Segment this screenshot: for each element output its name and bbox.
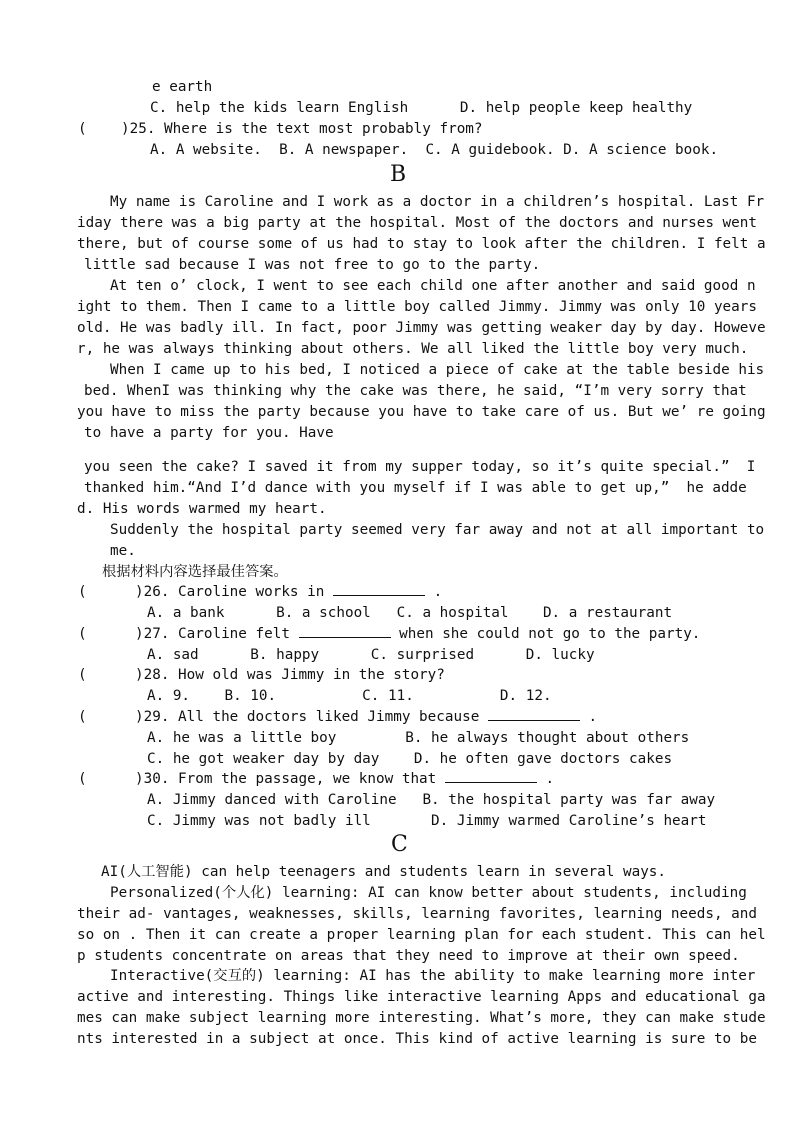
stem-end: when she could not go to the party. [390, 626, 701, 642]
passage-line: d. His words warmed my heart. [77, 501, 327, 517]
answer-blank-30[interactable] [445, 770, 537, 783]
answer-blank-26[interactable] [333, 583, 425, 596]
question-27-options: A. sad B. happy C. surprised D. lucky [147, 647, 595, 663]
answer-paren-26[interactable]: ( [78, 584, 87, 600]
stem-end: . [536, 771, 555, 787]
passage-c-paragraph-1: AI(人工智能) can help teenagers and students learn in several ways. [101, 864, 667, 880]
passage-line: old. He was badly ill. In fact, poor Jimmy was getting weaker day by day. Howeve [77, 320, 766, 336]
question-26-options: A. a bank B. a school C. a hospital D. a restaurant [147, 605, 673, 621]
section-c-heading: C [391, 832, 408, 857]
passage-line: p students concentrate on areas that they need to improve at their own speed. [77, 948, 740, 964]
passage-line: r, he was always thinking about others. We all liked the little boy very much. [77, 341, 749, 357]
passage-line: thanked him.“And I’d dance with you myself if I was able to get up,” he adde [84, 480, 747, 496]
passage-line: bed. WhenI was thinking why the cake was there, he said, “I’m very sorry that [84, 383, 747, 399]
stem-text: )29. All the doctors liked Jimmy because [135, 709, 488, 725]
question-27-stem [135, 624, 700, 644]
passage-line: you have to miss the party because you have to take care of us. But we’ re going [77, 404, 766, 420]
question-24-options: C. help the kids learn English D. help people keep healthy [150, 100, 693, 116]
stem-end: . [424, 584, 443, 600]
question-28-stem: )28. How old was Jimmy in the story? [135, 667, 445, 683]
passage-line: Interactive(交互的) learning: AI has the ability to make learning more inter [110, 968, 756, 984]
passage-line: to have a party for you. Have [84, 425, 334, 441]
passage-line: me. [110, 543, 136, 559]
stem-text: )30. From the passage, we know that [135, 771, 445, 787]
section-b-heading: B [390, 162, 407, 187]
question-30-options: A. Jimmy danced with Caroline B. the hospital party was far away [147, 792, 716, 808]
passage-line: there, but of course some of us had to stay to look after the children. I felt a [77, 236, 766, 252]
question-30-options: C. Jimmy was not badly ill D. Jimmy warmed Caroline’s heart [147, 813, 707, 829]
instruction-text: 根据材料内容选择最佳答案。 [102, 564, 288, 580]
question-28-options: A. 9. B. 10. C. 11. D. 12. [147, 688, 552, 704]
passage-line: My name is Caroline and I work as a doctor in a children’s hospital. Last Fr [110, 194, 765, 210]
question-25-stem: )25. Where is the text most probably from? [121, 121, 483, 137]
answer-blank-29[interactable] [488, 708, 580, 721]
stem-text: )26. Caroline works in [135, 584, 333, 600]
question-29-options: A. he was a little boy B. he always thought about others [147, 730, 690, 746]
answer-paren-30[interactable]: ( [78, 771, 87, 787]
passage-line: When I came up to his bed, I noticed a piece of cake at the table beside his [110, 362, 765, 378]
answer-paren-29[interactable]: ( [78, 709, 87, 725]
passage-line: you seen the cake? I saved it from my supper today, so it’s quite special.” I [84, 459, 756, 475]
question-29-options: C. he got weaker day by day D. he often gave doctors cakes [147, 751, 673, 767]
answer-blank-27[interactable] [299, 625, 391, 638]
passage-line: active and interesting. Things like interactive learning Apps and educational ga [77, 989, 766, 1005]
passage-line: ight to them. Then I came to a little boy called Jimmy. Jimmy was only 10 years [77, 299, 757, 315]
passage-line: Suddenly the hospital party seemed very far away and not at all important to [110, 522, 765, 538]
passage-line: little sad because I was not free to go to the party. [84, 257, 541, 273]
passage-line: iday there was a big party at the hospital. Most of the doctors and nurses went [77, 215, 757, 231]
passage-line: their ad- vantages, weaknesses, skills, learning favorites, learning needs, and [77, 906, 757, 922]
passage-line: At ten o’ clock, I went to see each child one after another and said good n [110, 278, 756, 294]
question-29-stem [135, 707, 597, 727]
passage-line: nts interested in a subject at once. This kind of active learning is sure to be [77, 1031, 757, 1047]
question-26-stem [135, 582, 442, 602]
stem-text: )27. Caroline felt [135, 626, 299, 642]
answer-paren-25[interactable]: ( [78, 121, 87, 137]
stem-end: . [579, 709, 598, 725]
passage-line: so on . Then it can create a proper learning plan for each student. This can hel [77, 927, 766, 943]
answer-paren-27[interactable]: ( [78, 626, 87, 642]
passage-line: mes can make subject learning more interesting. What’s more, they can make stude [77, 1010, 766, 1026]
question-25-options: A. A website. B. A newspaper. C. A guidebook. D. A science book. [150, 142, 719, 158]
passage-line: Personalized(个人化) learning: AI can know better about students, including [110, 885, 747, 901]
answer-paren-28[interactable]: ( [78, 667, 87, 683]
option-line: e earth [152, 79, 213, 95]
question-30-stem [135, 769, 554, 789]
